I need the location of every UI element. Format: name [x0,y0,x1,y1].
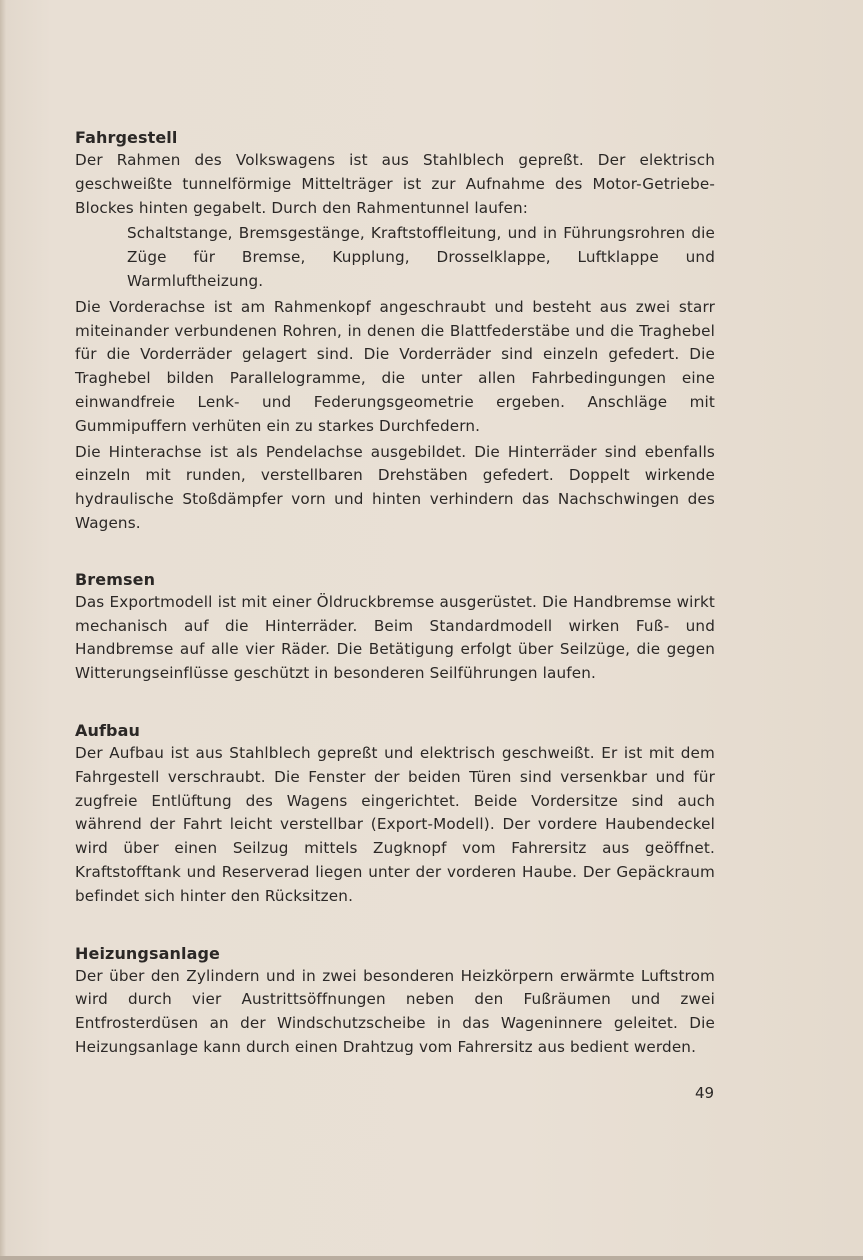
section-aufbau [75,720,715,909]
section-bremsen [75,569,715,686]
paragraph: Der Rahmen des Volkswagens ist aus Stahlblech gepreßt. Der elektrisch geschweißte tunnelförmige Mittelträger ist zur Aufnahme des Motor-Getriebe-Blockes hinten gegabelt. Durch den Rahmentunnel laufen: [75,151,715,217]
page-spine-shadow [0,0,6,1260]
paragraph: Der Aufbau ist aus Stahlblech gepreßt und elektrisch geschweißt. Er ist mit dem Fahrgestell verschraubt. Die Fenster der beiden Türen sind versenkbar und für zugfreie Entlüftung des Wagens eingerichtet. Beide Vordersitze sind auch während der Fahrt leicht verstellbar (Export-Modell). Der vordere Haubendeckel wird über einen Seilzug mittels Zugknopf vom Fahrersitz aus geöffnet. Kraftstofftank und Reserverad liegen unter der vorderen Haube. Der Gepäckraum befindet sich hinter den Rücksitzen. [75,743,715,905]
indented-paragraph: Schaltstange, Bremsgestänge, Kraftstoffleitung, und in Führungsrohren die Züge für Bremse, Kupplung, Drosselklappe, Luftklappe und Warmluftheizung. [127,224,715,290]
page-number: 49 [695,1084,715,1102]
paragraph: Die Vorderachse ist am Rahmenkopf angeschraubt und besteht aus zwei starr miteinander verbundenen Rohren, in denen die Blattfederstäbe und die Traghebel für die Vorderräder gelagert sind. Die Vorderräder sind einzeln gefedert. Die Traghebel bilden Parallelogramme, die unter allen Fahrbedingungen eine einwandfreie Lenk- und Federungsgeometrie ergeben. Anschläge mit Gummipuffern verhüten ein zu starkes Durchfedern. [75,297,715,435]
page-content [75,127,715,1094]
paragraph: Das Exportmodell ist mit einer Öldruckbremse ausgerüstet. Die Handbremse wirkt mechanisch auf die Hinterräder. Beim Standardmodell wirken Fuß- und Handbremse auf alle vier Räder. Die Betätigung erfolgt über Seilzüge, die gegen Witterungseinflüsse geschützt in besonderen Seilführungen laufen. [75,592,715,683]
section-heading: Bremsen [75,569,156,589]
page-bottom-edge [0,1256,863,1260]
section-fahrgestell [75,127,715,536]
paragraph: Der über den Zylindern und in zwei besonderen Heizkörpern erwärmte Luftstrom wird durch vier Austrittsöffnungen neben den Fußräumen und zwei Entfrosterdüsen an der Windschutzscheibe in das Wageninnere geleitet. Die Heizungsanlage kann durch einen Drahtzug vom Fahrersitz aus bedient werden. [75,966,715,1056]
section-heizungsanlage [75,943,715,1060]
section-heading: Heizungsanlage [75,943,220,963]
paragraph: Die Hinterachse ist als Pendelachse ausgebildet. Die Hinterräder sind ebenfalls einzeln mit runden, verstellbaren Drehstäben gefedert. Doppelt wirkende hydraulische Stoßdämpfer vorn und hinten verhindern das Nachschwingen des Wagens. [75,442,715,532]
section-heading: Aufbau [75,720,140,740]
section-heading: Fahrgestell [75,128,178,147]
